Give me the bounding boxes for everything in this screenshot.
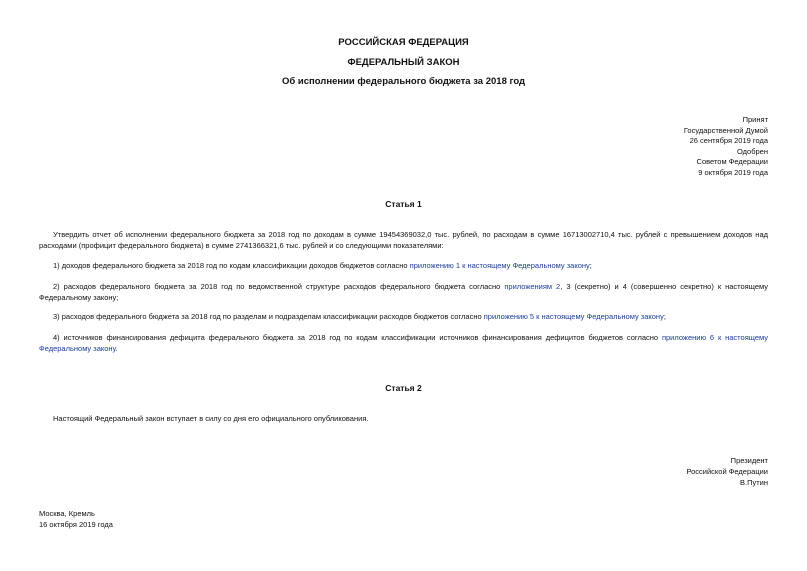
place-location: Москва, Кремль (39, 509, 95, 518)
item2-text: 2) расходов федерального бюджета за 2018 год по ведомственной структуре расходов федерального бюджета согласно (53, 282, 505, 291)
place-date: 16 октября 2019 года (39, 520, 113, 529)
article1-item3 (39, 311, 768, 322)
article1-intro (39, 229, 768, 251)
item1-end: ; (589, 261, 592, 270)
item4-text: 4) источников финансирования дефицита федерального бюджета за 2018 год по кодам классификации источников финансирования дефицитов бюджетов согласно (53, 333, 662, 342)
article1-item1 (39, 260, 768, 271)
place-date-block (39, 508, 113, 530)
article2-body: Настоящий Федеральный закон вступает в силу со дня его официального опубликования. (53, 414, 369, 423)
article2-heading: Статья 2 (385, 383, 422, 393)
appendix1-link[interactable]: приложению 1 к настоящему Федеральному закону (409, 261, 590, 270)
item2-end: , 3 (секретно) и 4 (совершенно секретно) к настоящему Федеральному закону; (39, 282, 768, 302)
signature-position: Президент (730, 456, 768, 465)
signature-country: Российской Федерации (686, 467, 768, 476)
council-label: Советом Федерации (696, 157, 768, 167)
item3-end: ; (663, 312, 666, 321)
article1-heading: Статья 1 (385, 199, 422, 209)
article1-intro-text: Утвердить отчет об исполнении федерального бюджета за 2018 год по доходам в сумме 19454369032,0 тыс. рублей, по расходам в сумме 16713002710,4 тыс. рублей с превышением доходов над расходами (профицит федерального бюджета) в сумме 2741366321,6 тыс. рублей и со следующими показателями: (39, 230, 768, 250)
appendix2-link[interactable]: приложениям 2 (504, 282, 561, 291)
duma-label: Государственной Думой (683, 125, 768, 135)
law-title: Об исполнении федерального бюджета за 2018 год (281, 76, 526, 87)
signature-name: В.Путин (740, 478, 768, 487)
item3-text: 3) расходов федерального бюджета за 2018 год по разделам и подразделам классификации расходов бюджетов согласно (53, 312, 484, 321)
appendix6-link[interactable]: приложению 6 к настоящему Федеральному закону (39, 333, 768, 353)
item1-text: 1) доходов федерального бюджета за 2018 год по кодам классификации доходов бюджетов согласно (53, 261, 410, 270)
accepted-label: Принят (742, 115, 768, 124)
approved-label: Одобрен (737, 146, 768, 156)
country-heading: РОССИЙСКАЯ ФЕДЕРАЦИЯ (338, 37, 469, 48)
article1-item4 (39, 332, 768, 354)
item4-end: . (115, 344, 118, 353)
law-type-heading: ФЕДЕРАЛЬНЫЙ ЗАКОН (347, 57, 460, 68)
council-date: 9 октября 2019 года (698, 167, 768, 177)
appendix5-link[interactable]: приложению 5 к настоящему Федеральному закону (483, 312, 664, 321)
adoption-block (684, 115, 768, 179)
article2-text (39, 413, 768, 424)
article1-item2 (39, 281, 768, 303)
signature-block (686, 455, 768, 488)
duma-date: 26 сентября 2019 года (689, 136, 768, 146)
